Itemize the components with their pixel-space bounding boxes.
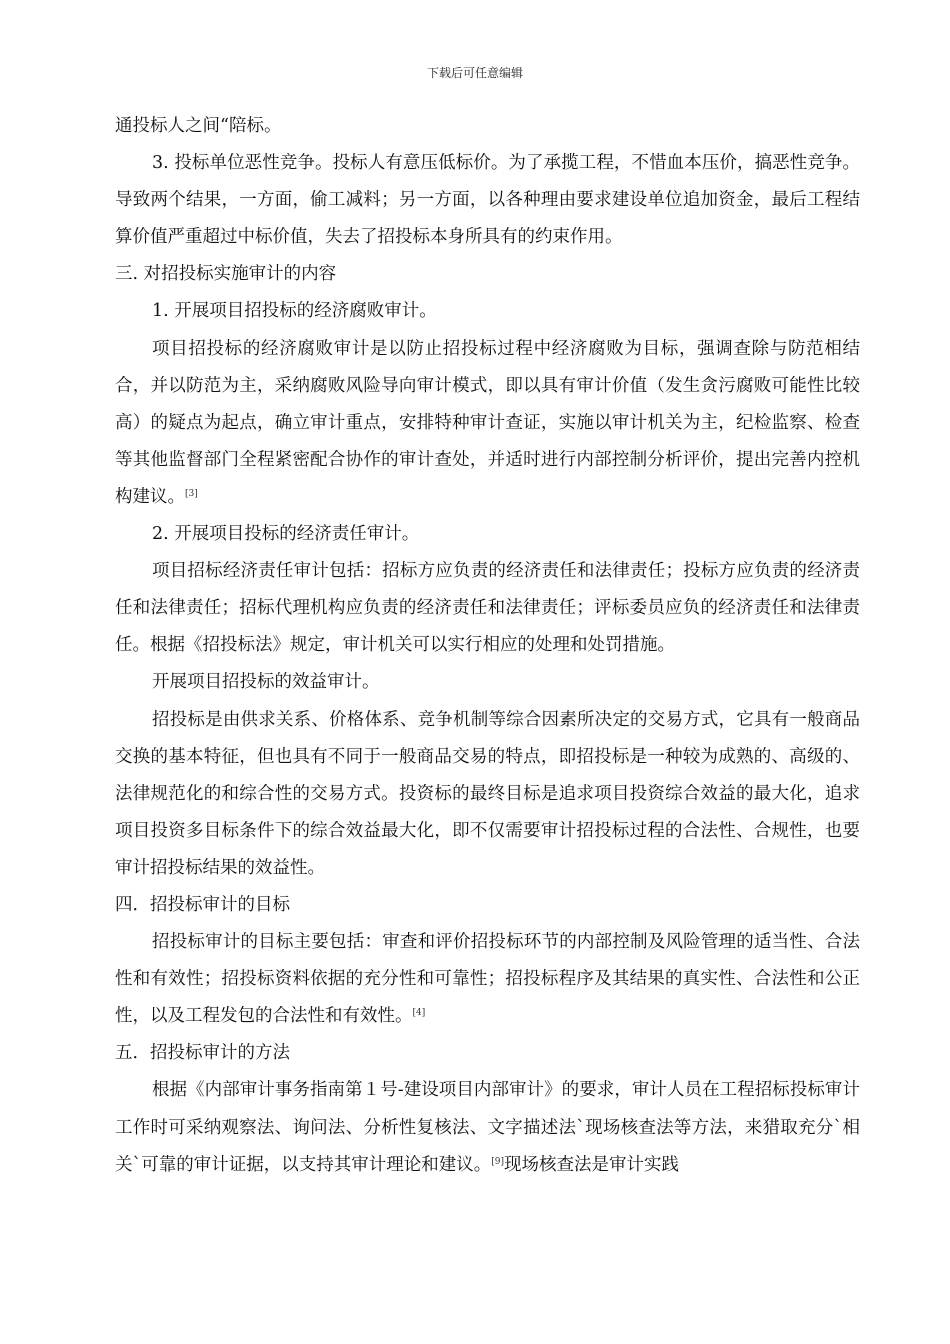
citation: [4] — [412, 1008, 426, 1019]
section-heading: 五．招投标审计的方法 — [115, 1043, 290, 1064]
paragraph: 项目招投标的经济腐败审计是以防止招投标过程中经济腐败为目标，强调查除与防范相结合，并以防范为主，采纳腐败风险导向审计模式，即以具有审计价值（发生贪污腐败可能性比较高）的疑点为起点，确立审计重点，安排特种审计查证，实施以审计机关为主，纪检监察、检查等其他监督部门全程紧密配合协作的审计查处，并适时进行内部控制分析评价，提出完善内控机构建议。[3] — [115, 338, 860, 507]
subsection-heading: 2. 开展项目投标的经济责任审计。 — [152, 524, 420, 545]
citation: [9] — [491, 1156, 504, 1167]
citation: [3] — [185, 488, 198, 499]
document-body — [115, 108, 860, 1184]
paragraph: 招投标审计的目标主要包括：审查和评价招投标环节的内部控制及风险管理的适当性、合法性和有效性；招投标资料依据的充分性和可靠性；招投标程序及其结果的真实性、合法性和公正性，以及工程发包的合法性和有效性。[4] — [115, 932, 860, 1027]
subsection-heading: 1. 开展项目招投标的经济腐败审计。 — [152, 301, 437, 322]
paragraph: 招投标是由供求关系、价格体系、竞争机制等综合因素所决定的交易方式，它具有一般商品交换的基本特征，但也具有不同于一般商品交易的特点，即招投标是一种较为成熟的、高级的、法律规范化的和综合性的交易方式。投资标的最终目标是追求项目投资综合效益的最大化，追求项目投资多目标条件下的综合效益最大化，即不仅需要审计招投标过程的合法性、合规性，也要审计招投标结果的效益性。 — [115, 709, 860, 878]
paragraph: 3. 投标单位恶性竞争。投标人有意压低标价。为了承揽工程，不惜血本压价，搞恶性竞争。导致两个结果，一方面，偷工减料；另一方面，以各种理由要求建设单位追加资金，最后工程结算价值严重超过中标价值，失去了招投标本身所具有的约束作用。 — [115, 153, 860, 248]
section-heading: 三. 对招投标实施审计的内容 — [115, 264, 337, 285]
paragraph: 根据《内部审计事务指南第１号-建设项目内部审计》的要求，审计人员在工程招标投标审计工作时可采纳观察法、询问法、分析性复核法、文字描述法`现场核查法等方法，来猎取充分`相关`可靠的审计证据，以支持其审计理论和建议。[9]现场核查法是审计实践 — [115, 1080, 860, 1175]
page-header: 下载后可任意编辑 — [426, 66, 523, 80]
subsection-heading: 开展项目招投标的效益审计。 — [152, 672, 380, 693]
paragraph: 项目招标经济责任审计包括：招标方应负责的经济责任和法律责任；投标方应负责的经济责任和法律责任；招标代理机构应负责的经济责任和法律责任；评标委员应负的经济责任和法律责任。根据《招投标法》规定，审计机关可以实行相应的处理和处罚措施。 — [115, 561, 860, 656]
section-heading: 四．招投标审计的目标 — [115, 894, 290, 915]
paragraph: 通投标人之间“陪标。 — [115, 116, 282, 136]
